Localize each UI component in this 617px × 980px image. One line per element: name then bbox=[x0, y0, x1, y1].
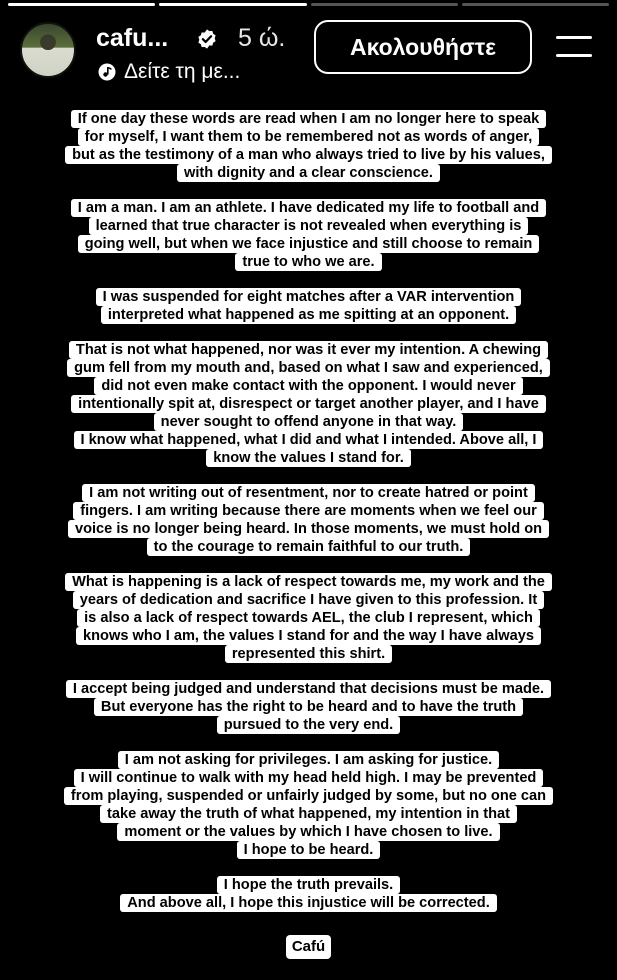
statement-line: knows who I am, the values I stand for and the way I have always bbox=[76, 627, 541, 645]
statement-paragraph bbox=[0, 110, 617, 182]
statement-line: moment or the values by which I have chosen to live. bbox=[117, 823, 499, 841]
statement-line: true to who we are. bbox=[235, 253, 381, 271]
statement-line: If one day these words are read when I am no longer here to speak bbox=[71, 110, 546, 128]
statement-line: And above all, I hope this injustice will be corrected. bbox=[120, 894, 497, 912]
statement-line: I know what happened, what I did and what I intended. Above all, I bbox=[74, 431, 544, 449]
statement-paragraph bbox=[0, 876, 617, 912]
statement-line: pursued to the very end. bbox=[217, 716, 400, 734]
statement-line: interpreted what happened as me spitting at an opponent. bbox=[101, 306, 516, 324]
statement-line: I accept being judged and understand that decisions must be made. bbox=[66, 680, 551, 698]
statement-line: know the values I stand for. bbox=[206, 449, 411, 467]
statement-paragraph bbox=[0, 573, 617, 663]
statement-line: did not even make contact with the opponent. I would never bbox=[94, 377, 522, 395]
statement-line: intentionally spit at, disrespect or target another player, and I have bbox=[71, 395, 546, 413]
statement-line: I hope the truth prevails. bbox=[217, 876, 400, 894]
username[interactable]: cafu... bbox=[96, 24, 169, 52]
statement-paragraph bbox=[0, 341, 617, 467]
statement-line: What is happening is a lack of respect towards me, my work and the bbox=[65, 573, 552, 591]
statement-line: fingers. I am writing because there are moments when we feel our bbox=[73, 502, 544, 520]
progress-segment bbox=[311, 3, 458, 6]
statement-line: years of dedication and sacrifice I have given to this profession. It bbox=[73, 591, 544, 609]
statement-line: I am a man. I am an athlete. I have dedicated my life to football and bbox=[71, 199, 546, 217]
statement-line: with dignity and a clear conscience. bbox=[177, 164, 440, 182]
statement-paragraph bbox=[0, 484, 617, 556]
statement-line: gum fell from my mouth and, based on what I saw and experienced, bbox=[67, 359, 550, 377]
music-row[interactable] bbox=[98, 60, 240, 84]
statement-line: I am not writing out of resentment, nor to create hatred or point bbox=[82, 484, 535, 502]
statement-line: take away the truth of what happened, my intention in that bbox=[100, 805, 517, 823]
signature-row bbox=[0, 929, 617, 959]
statement-line: is also a lack of respect towards AEL, the club I represent, which bbox=[77, 609, 540, 627]
progress-segment bbox=[8, 3, 155, 6]
statement-line: I was suspended for eight matches after a VAR intervention bbox=[96, 288, 522, 306]
avatar[interactable] bbox=[20, 22, 76, 78]
statement-line: but as the testimony of a man who always tried to live by his values, bbox=[65, 146, 552, 164]
music-text: Δείτε τη με... bbox=[124, 60, 241, 83]
statement-line: from playing, suspended or unfairly judged by some, but no one can bbox=[64, 787, 553, 805]
menu-icon[interactable] bbox=[556, 36, 592, 58]
follow-button[interactable]: Ακολουθήστε bbox=[314, 20, 532, 74]
statement-line: But everyone has the right to be heard and to have the truth bbox=[94, 698, 523, 716]
statement-line: learned that true character is not revealed when everything is bbox=[89, 217, 529, 235]
statement-line: I will continue to walk with my head held high. I may be prevented bbox=[74, 769, 544, 787]
statement-paragraph bbox=[0, 199, 617, 271]
story-progress bbox=[8, 3, 609, 6]
statement-line: I am not asking for privileges. I am asking for justice. bbox=[118, 751, 499, 769]
music-icon bbox=[98, 63, 116, 81]
statement-paragraph bbox=[0, 751, 617, 859]
statement-text bbox=[0, 110, 617, 959]
statement-line: going well, but when we face injustice and still choose to remain bbox=[78, 235, 540, 253]
statement-line: voice is no longer being heard. In those moments, we must hold on bbox=[68, 520, 549, 538]
statement-paragraph bbox=[0, 680, 617, 734]
statement-line: I hope to be heard. bbox=[237, 841, 381, 859]
progress-segment bbox=[159, 3, 306, 6]
statement-line: represented this shirt. bbox=[225, 645, 392, 663]
statement-line: to the courage to remain faithful to our truth. bbox=[147, 538, 471, 556]
story-header bbox=[0, 18, 617, 88]
statement-paragraph bbox=[0, 288, 617, 324]
progress-segment bbox=[462, 3, 609, 6]
statement-line: for myself, I want them to be remembered not as words of anger, bbox=[78, 128, 540, 146]
signature: Cafú bbox=[286, 935, 331, 959]
post-time: 5 ώ. bbox=[238, 24, 286, 52]
statement-line: never sought to offend anyone in that way. bbox=[154, 413, 464, 431]
statement-line: That is not what happened, nor was it ever my intention. A chewing bbox=[69, 341, 548, 359]
verified-badge-icon bbox=[196, 28, 218, 50]
